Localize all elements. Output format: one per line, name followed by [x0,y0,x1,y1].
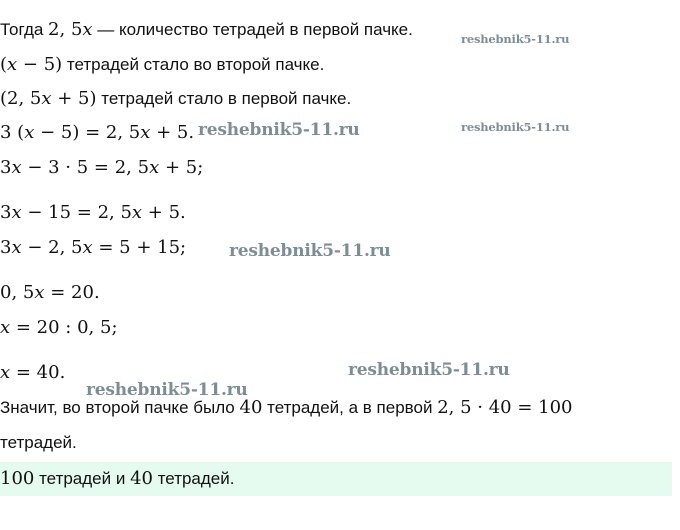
math: = 40. [10,362,66,383]
text: тетрадей стало в первой пачке. [96,89,352,108]
math: 40 [239,397,263,418]
math-var: x [140,122,151,143]
math-var: x [24,122,35,143]
math: 0, 5 [0,282,35,303]
math: + 5) [51,88,97,109]
equation-3 [0,202,186,224]
conclusion-line [0,397,573,419]
math: 40 [130,468,153,489]
math-var: x [34,282,45,303]
math-var: x [11,202,22,223]
equation-5 [0,282,100,304]
math: + 5. [142,202,186,223]
equation-4 [0,237,186,259]
answer-text [0,468,234,490]
text: тетрадей и [34,469,131,488]
text: Тогда [0,20,49,39]
math-var: x [131,202,143,223]
math-var: x [82,19,93,40]
math: − 15 = 2, 5 [21,202,132,223]
math: = 20 : 0, 5; [10,317,118,338]
math: − 2, 5 [21,237,83,258]
math: = 5 + 15; [92,237,187,258]
line-1 [0,19,413,41]
watermark: reshebnik5-11.ru [461,32,570,46]
math: 3 [0,202,12,223]
math: = 20. [44,282,100,303]
equation-1 [0,122,194,144]
math: 3 [0,237,12,258]
equation-6 [0,317,118,339]
math: 2, 5 · 40 = 100 [437,397,573,418]
watermark: reshebnik5-11.ru [229,241,391,261]
math: 100 [0,468,35,489]
math-var: x [149,157,160,178]
math: − 5) = 2, 5 [34,122,141,143]
watermark: reshebnik5-11.ru [461,120,570,134]
math: − 3 · 5 = 2, 5 [21,157,150,178]
line-2 [0,54,324,76]
answer-box [0,462,672,496]
math: 2, 5 [48,19,83,40]
watermark: reshebnik5-11.ru [348,360,510,380]
math-var: x [11,237,22,258]
math: 3 ( [0,122,25,143]
equation-7 [0,362,65,384]
math: (2, 5 [0,88,42,109]
line-3 [0,88,351,110]
text: тетрадей, а в первой [262,398,438,417]
math-var: x [82,237,93,258]
text: тетрадей. [152,469,235,488]
math: ( [0,54,8,75]
math: + 5. [150,122,195,143]
math: 3 [0,157,12,178]
watermark: reshebnik5-11.ru [86,380,248,400]
math: − 5) [17,54,63,75]
math: + 5; [159,157,204,178]
math-var: x [41,88,52,109]
text: тетрадей стало во второй пачке. [62,55,325,74]
text: — количество тетрадей в первой пачке. [92,20,413,39]
math-var: x [7,54,18,75]
math-var: x [11,157,22,178]
text: Значит, во второй пачке было [0,398,240,417]
equation-2 [0,157,203,179]
watermark: reshebnik5-11.ru [198,120,360,140]
conclusion-line-cont: тетрадей. [0,433,77,452]
math-var: x [0,362,11,383]
math-var: x [0,317,11,338]
